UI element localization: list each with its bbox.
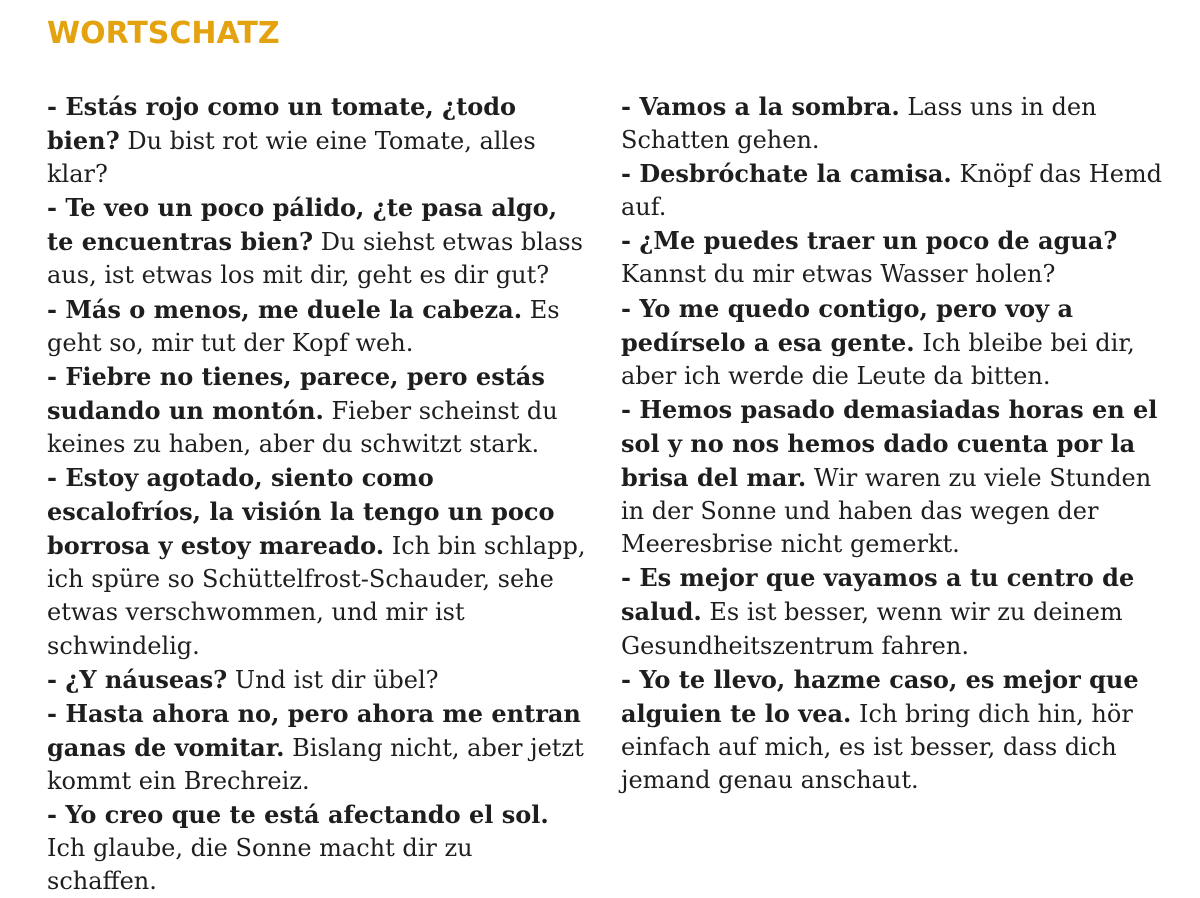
vocab-entry — [47, 360, 587, 461]
vocab-entry — [47, 90, 587, 191]
spanish-phrase: - Desbróchate la camisa. — [621, 159, 952, 189]
vocab-entry — [621, 663, 1181, 797]
spanish-phrase: - Vamos a la sombra. — [621, 92, 900, 121]
german-translation: Lass uns in den Schatten gehen. — [621, 93, 1097, 155]
german-translation: Und ist dir übel? — [234, 665, 439, 694]
german-translation: Du bist rot wie eine Tomate, alles klar? — [47, 127, 536, 189]
spanish-phrase: - Yo te llevo, hazme caso, es mejor que alguien te lo vea. — [621, 664, 1139, 728]
german-translation: Ich bleibe bei dir, aber ich werde die Leute da bitten. — [621, 328, 1135, 390]
spanish-phrase: - Hasta ahora no, pero ahora me entran ganas de vomitar. — [47, 698, 581, 762]
spanish-phrase: - Yo me quedo contigo, pero voy a pedírselo a esa gente. — [621, 293, 1074, 357]
vocab-entry — [47, 697, 587, 798]
german-translation: Ich bring dich hin, hör einfach auf mich, es ist besser, dass dich jemand genau anschaut. — [621, 699, 1133, 794]
vocab-column-right — [621, 90, 1181, 797]
german-translation: Bislang nicht, aber jetzt kommt ein Brechreiz. — [47, 733, 584, 795]
spanish-phrase: - Más o menos, me duele la cabeza. — [47, 294, 523, 324]
vocab-entry — [621, 224, 1181, 291]
vocab-entry — [47, 663, 587, 697]
vocab-entry — [621, 157, 1181, 224]
german-translation: Fieber scheinst du keines zu haben, aber du schwitzt stark. — [47, 396, 558, 458]
vocab-entry — [47, 798, 587, 898]
spanish-phrase: - Fiebre no tienes, parece, pero estás sudando un montón. — [47, 361, 545, 425]
german-translation: Ich glaube, die Sonne macht dir zu schaffen. — [47, 834, 473, 896]
vocab-entry — [47, 191, 587, 292]
spanish-phrase: - ¿Y náuseas? — [47, 664, 228, 694]
spanish-phrase: - ¿Me puedes traer un poco de agua? — [621, 226, 1118, 256]
spanish-phrase: - Hemos pasado demasiadas horas en el sol y no nos hemos dado cuenta por la brisa del mar. — [621, 394, 1158, 493]
german-translation: Es geht so, mir tut der Kopf weh. — [47, 295, 560, 357]
german-translation: Ich bin schlapp, ich spüre so Schüttelfrost-Schauder, sehe etwas verschwommen, und mir ist schwindelig. — [47, 532, 586, 660]
vocab-entry — [621, 90, 1181, 157]
vocab-entry — [47, 293, 587, 360]
german-translation: Knöpf das Hemd auf. — [621, 160, 1163, 222]
page-heading: WORTSCHATZ — [47, 16, 280, 51]
vocab-entry — [47, 461, 587, 663]
spanish-phrase: - Es mejor que vayamos a tu centro de salud. — [621, 563, 1135, 627]
vocab-entry — [621, 292, 1181, 393]
spanish-phrase: - Estás rojo como un tomate, ¿todo bien? — [47, 92, 517, 156]
german-translation: Du siehst etwas blass aus, ist etwas los mit dir, geht es dir gut? — [47, 228, 583, 290]
vocab-entry — [621, 561, 1181, 662]
spanish-phrase: - Estoy agotado, siento como escalofríos, la visión la tengo un poco borrosa y estoy mareado. — [47, 463, 555, 561]
vocab-column-left — [47, 90, 587, 898]
spanish-phrase: - Yo creo que te está afectando el sol. — [47, 799, 549, 829]
vocab-entry — [621, 393, 1181, 561]
spanish-phrase: - Te veo un poco pálido, ¿te pasa algo, te encuentras bien? — [47, 193, 558, 257]
german-translation: Kannst du mir etwas Wasser holen? — [621, 260, 1056, 289]
german-translation: Es ist besser, wenn wir zu deinem Gesundheitszentrum fahren. — [621, 598, 1123, 660]
german-translation: Wir waren zu viele Stunden in der Sonne und haben das wegen der Meeresbrise nicht gemerkt. — [621, 464, 1152, 559]
